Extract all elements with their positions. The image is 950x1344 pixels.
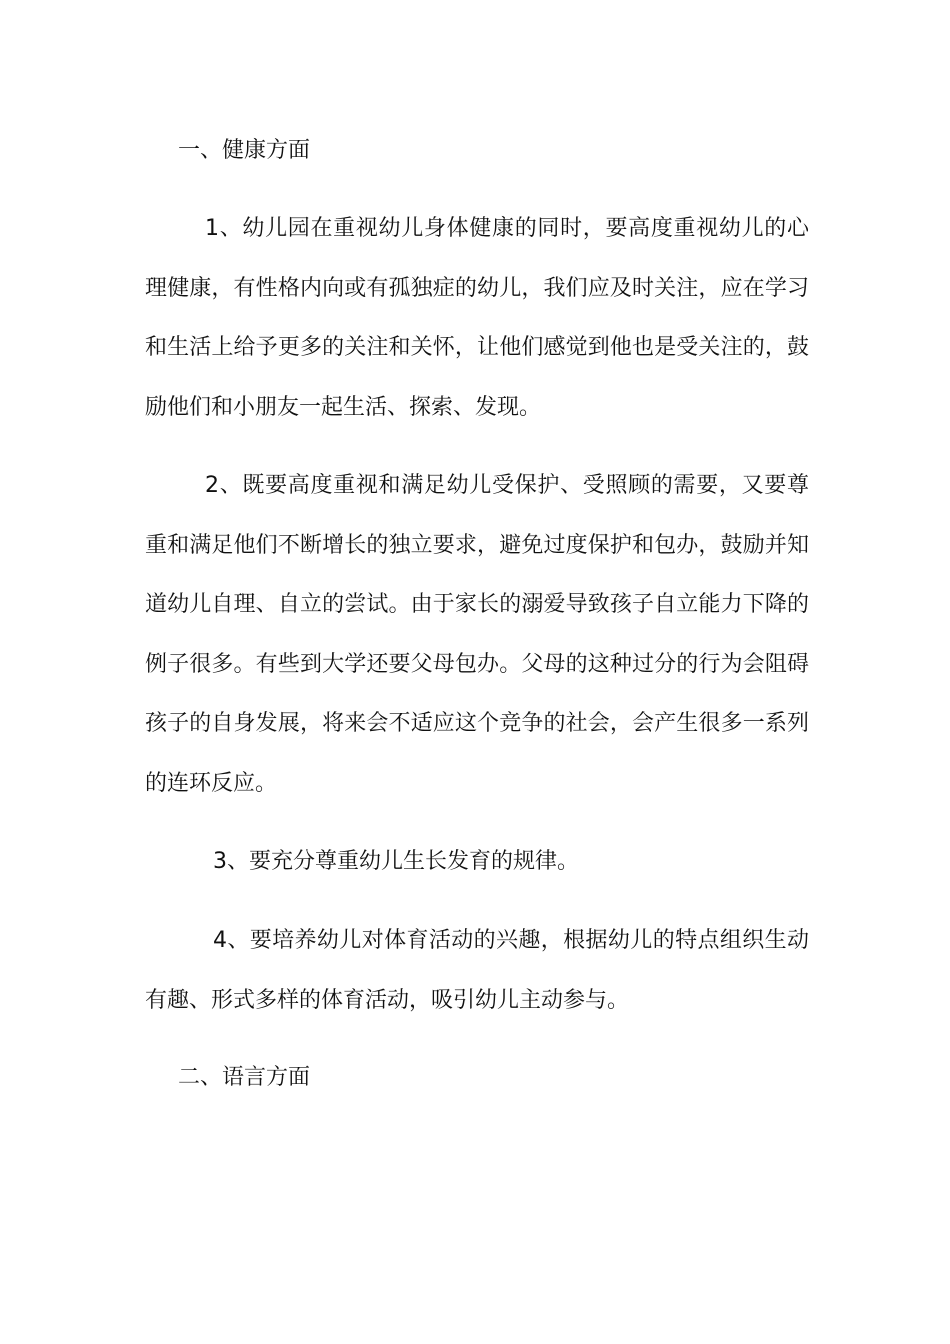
paragraph-3: 3、要充分尊重幼儿生长发育的规律。 xyxy=(213,849,579,874)
section-heading-language: 二、语言方面 xyxy=(178,1065,311,1090)
paragraph-2: 2、既要高度重视和满足幼儿受保护、受照顾的需要，又要尊重和满足他们不断增长的独立要求，避免过度保护和包办，鼓励并知道幼儿自理、自立的尝试。由于家长的溺爱导致孩子自立能力下降的例子很多。有些到大学还要父母包办。父母的这种过分的行为会阻碍孩子的自身发展，将来会不适应这个竞争的社会，会产生很多一系列的连环反应。 xyxy=(145,473,809,796)
paragraph-1: 1、幼儿园在重视幼儿身体健康的同时，要高度重视幼儿的心理健康，有性格内向或有孤独症的幼儿，我们应及时关注，应在学习和生活上给予更多的关注和关怀，让他们感觉到他也是受关注的，鼓励他们和小朋友一起生活、探索、发现。 xyxy=(145,216,809,420)
paragraph-4: 4、要培养幼儿对体育活动的兴趣，根据幼儿的特点组织生动有趣、形式多样的体育活动，吸引幼儿主动参与。 xyxy=(145,928,809,1013)
section-heading-health: 一、健康方面 xyxy=(178,138,311,163)
